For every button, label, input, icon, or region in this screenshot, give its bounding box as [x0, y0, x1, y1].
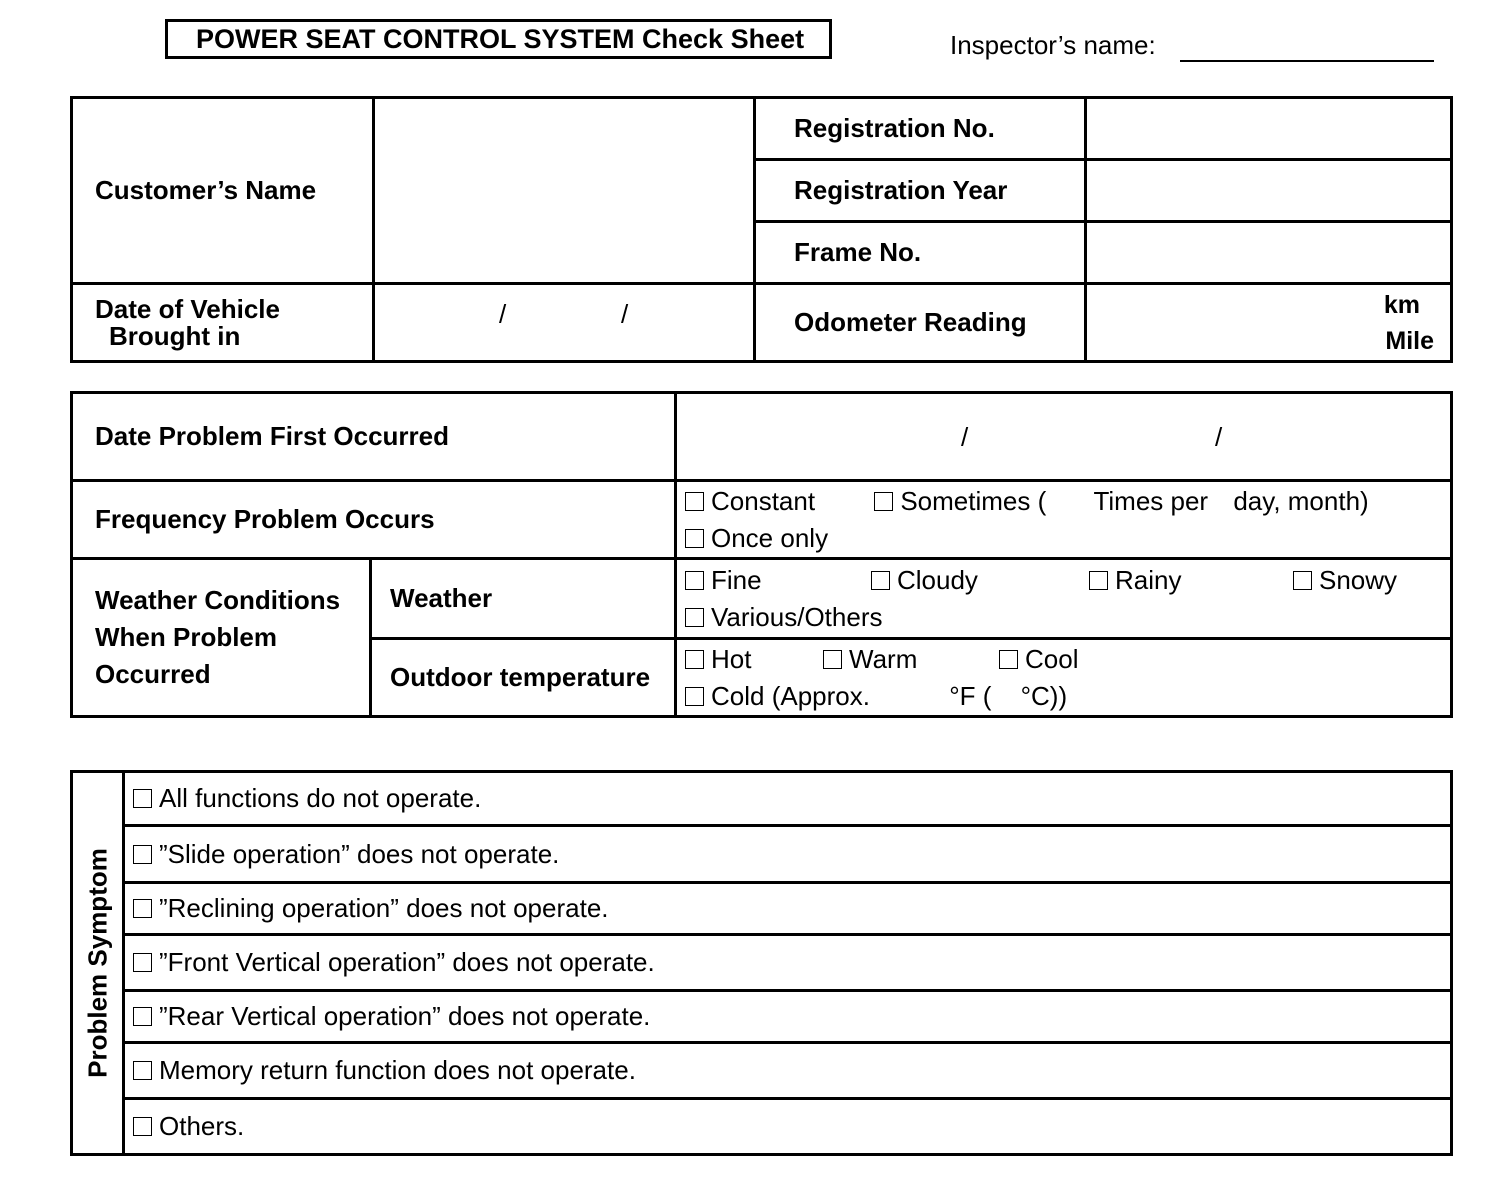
- registration-year-field[interactable]: [1086, 160, 1452, 222]
- date-first-occurred-label: Date Problem First Occurred: [72, 393, 676, 481]
- date-first-occurred-field[interactable]: [676, 393, 1452, 481]
- weather-conditions-line1: Weather Conditions: [95, 585, 341, 615]
- check-sheet-title: POWER SEAT CONTROL SYSTEM Check Sheet: [165, 19, 832, 59]
- frame-no-label: Frame No.: [755, 222, 1086, 284]
- date-brought-in-field[interactable]: [374, 284, 755, 362]
- checkbox[interactable]: [133, 789, 152, 808]
- customer-name-field[interactable]: [374, 98, 755, 284]
- date-separator: /: [621, 299, 629, 329]
- freq-times-per: Times per: [1093, 485, 1209, 516]
- weather-label: Weather: [371, 559, 676, 639]
- checkbox[interactable]: [133, 899, 152, 918]
- temperature-options: [676, 639, 1452, 717]
- temp-option-cool[interactable]: Cool: [999, 644, 1078, 674]
- checkbox[interactable]: [133, 845, 152, 864]
- checkbox[interactable]: [133, 1117, 152, 1136]
- symptom-item[interactable]: ”Reclining operation” does not operate.: [124, 883, 1452, 935]
- temp-option-cold[interactable]: Cold (Approx.: [685, 681, 870, 711]
- customer-name-label: Customer’s Name: [72, 98, 374, 284]
- problem-symptom-table: [70, 770, 1453, 1156]
- checkbox[interactable]: [685, 529, 704, 548]
- checkbox[interactable]: [133, 1007, 152, 1026]
- weather-option-various[interactable]: Various/Others: [685, 599, 1450, 636]
- checkbox[interactable]: [133, 1061, 152, 1080]
- symptom-item[interactable]: ”Slide operation” does not operate.: [124, 826, 1452, 883]
- temp-fahrenheit: °F (: [949, 680, 992, 711]
- date-brought-in-label-line2: Brought in: [109, 320, 241, 351]
- temp-celsius: °C)): [1020, 680, 1068, 711]
- symptom-item[interactable]: ”Front Vertical operation” does not operate.: [124, 935, 1452, 991]
- problem-symptom-label-cell: [72, 772, 124, 1155]
- frame-no-field[interactable]: [1086, 222, 1452, 284]
- registration-no-label: Registration No.: [755, 98, 1086, 160]
- symptom-item[interactable]: ”Rear Vertical operation” does not operate.: [124, 991, 1452, 1043]
- odometer-label: Odometer Reading: [755, 284, 1086, 362]
- checkbox[interactable]: [874, 492, 893, 511]
- unit-mile: Mile: [1385, 327, 1434, 355]
- date-separator: /: [499, 299, 507, 329]
- symptom-item[interactable]: Others.: [124, 1099, 1452, 1155]
- checkbox[interactable]: [685, 571, 704, 590]
- symptom-item[interactable]: Memory return function does not operate.: [124, 1043, 1452, 1099]
- weather-conditions-line2: When Problem: [95, 622, 278, 652]
- symptom-item[interactable]: All functions do not operate.: [124, 772, 1452, 826]
- date-separator: /: [961, 422, 969, 452]
- frequency-options: [676, 481, 1452, 559]
- freq-once-option[interactable]: Once only: [685, 520, 1450, 557]
- checkbox[interactable]: [133, 953, 152, 972]
- freq-day-month: day, month): [1233, 485, 1369, 516]
- date-brought-in-label: [72, 284, 374, 362]
- weather-conditions-label: [72, 559, 371, 717]
- weather-option-snowy[interactable]: Snowy: [1293, 565, 1397, 595]
- inspector-name-label: Inspector’s name:: [950, 30, 1156, 60]
- checkbox[interactable]: [685, 608, 704, 627]
- weather-options: [676, 559, 1452, 639]
- temp-option-hot[interactable]: Hot: [685, 641, 823, 678]
- frequency-label: Frequency Problem Occurs: [72, 481, 676, 559]
- odometer-field[interactable]: [1086, 284, 1452, 362]
- unit-km: km: [1383, 291, 1420, 319]
- weather-option-cloudy[interactable]: Cloudy: [871, 562, 1089, 599]
- freq-sometimes-option[interactable]: Sometimes (: [874, 486, 1046, 516]
- weather-option-fine[interactable]: Fine: [685, 562, 871, 599]
- checkbox[interactable]: [685, 492, 704, 511]
- registration-no-field[interactable]: [1086, 98, 1452, 160]
- freq-constant-option[interactable]: Constant: [685, 486, 815, 516]
- checkbox[interactable]: [685, 650, 704, 669]
- temp-option-warm[interactable]: Warm: [823, 641, 999, 678]
- date-separator: /: [1215, 422, 1223, 452]
- registration-year-label: Registration Year: [755, 160, 1086, 222]
- inspector-name-field[interactable]: [1180, 60, 1434, 62]
- checkbox[interactable]: [1089, 571, 1108, 590]
- checkbox[interactable]: [871, 571, 890, 590]
- problem-conditions-table: [70, 391, 1453, 718]
- problem-symptom-label: Problem Symptom: [82, 848, 112, 1078]
- weather-option-rainy[interactable]: Rainy: [1089, 562, 1293, 599]
- weather-conditions-line3: Occurred: [95, 659, 211, 689]
- checkbox[interactable]: [823, 650, 842, 669]
- checkbox[interactable]: [999, 650, 1018, 669]
- vehicle-info-table: [70, 96, 1453, 363]
- checkbox[interactable]: [685, 687, 704, 706]
- outdoor-temperature-label: Outdoor temperature: [371, 639, 676, 717]
- date-brought-in-label-line1: Date of Vehicle: [95, 293, 280, 324]
- checkbox[interactable]: [1293, 571, 1312, 590]
